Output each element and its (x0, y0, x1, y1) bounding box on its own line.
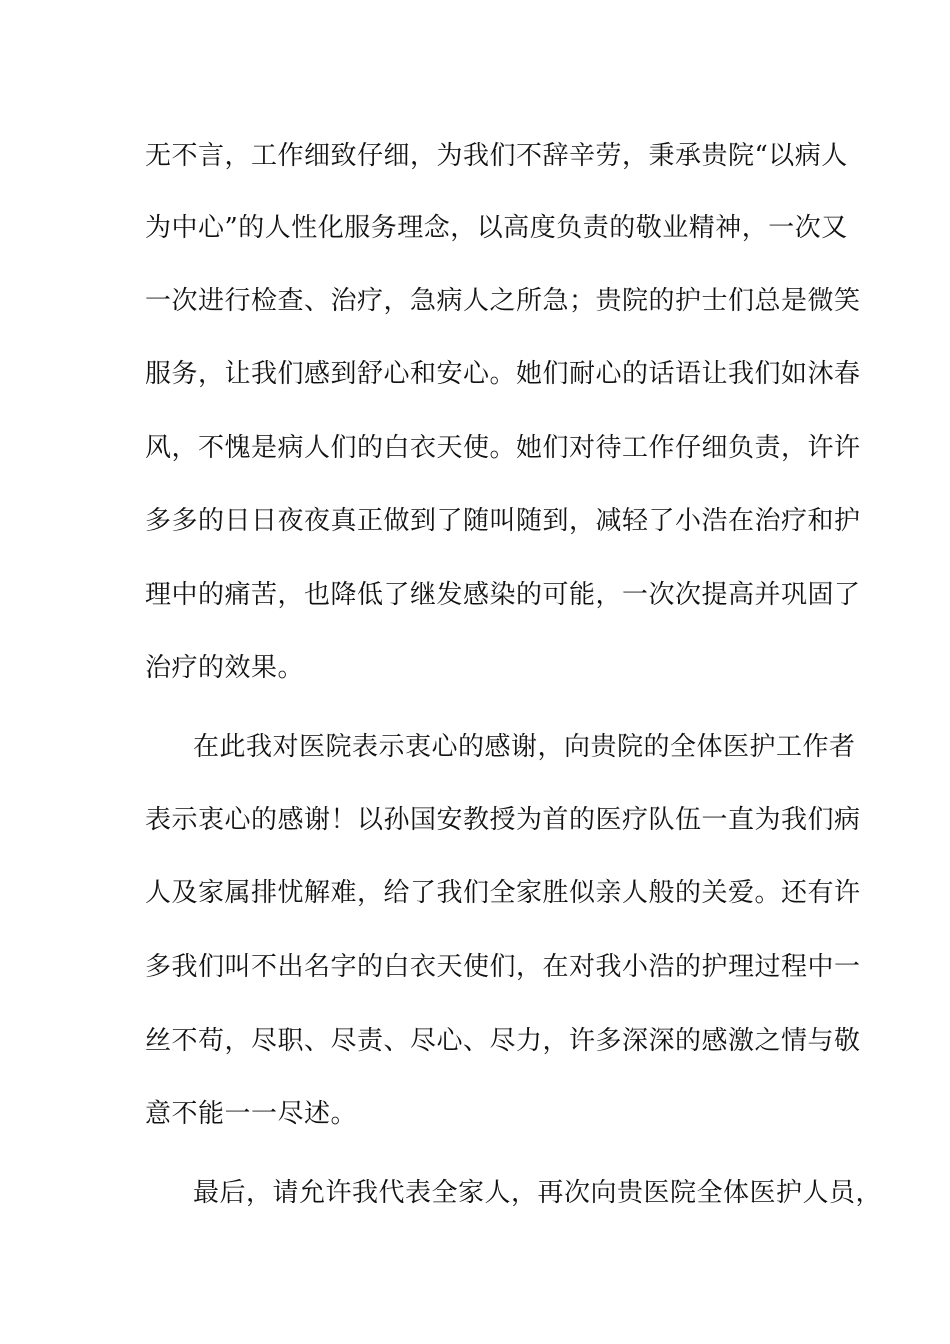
text-line: 意不能一一尽述。 (145, 1099, 358, 1129)
text-line: 风，不愧是病人们的白衣天使。她们对待工作仔细负责，许许 (145, 433, 861, 463)
text-line: 理中的痛苦，也降低了继发感染的可能，一次次提高并巩固了 (145, 580, 861, 610)
text-line: 人及家属排忧解难，给了我们全家胜似亲人般的关爱。还有许 (145, 878, 861, 908)
text-line: 多我们叫不出名字的白衣天使们，在对我小浩的护理过程中一 (145, 952, 861, 982)
text-line: 服务，让我们感到舒心和安心。她们耐心的话语让我们如沐春 (145, 359, 861, 389)
paragraph-first-line: 在此我对医院表示衷心的感谢，向贵院的全体医护工作者 (193, 732, 856, 762)
text-line: 为中心”的人性化服务理念，以高度负责的敬业精神，一次又 (145, 213, 848, 243)
text-line: 丝不苟，尽职、尽责、尽心、尽力，许多深深的感激之情与敬 (145, 1026, 861, 1056)
text-line: 无不言，工作细致仔细，为我们不辞辛劳，秉承贵院“以病人 (145, 141, 848, 171)
text-line: 治疗的效果。 (145, 653, 305, 683)
text-line: 一次进行检查、治疗，急病人之所急；贵院的护士们总是微笑 (145, 286, 861, 316)
paragraph-first-line: 最后，请允许我代表全家人，再次向贵医院全体医护人员， (193, 1178, 883, 1208)
text-line: 表示衷心的感谢！以孙国安教授为首的医疗队伍一直为我们病 (145, 805, 861, 835)
text-line: 多多的日日夜夜真正做到了随叫随到，减轻了小浩在治疗和护 (145, 506, 861, 536)
